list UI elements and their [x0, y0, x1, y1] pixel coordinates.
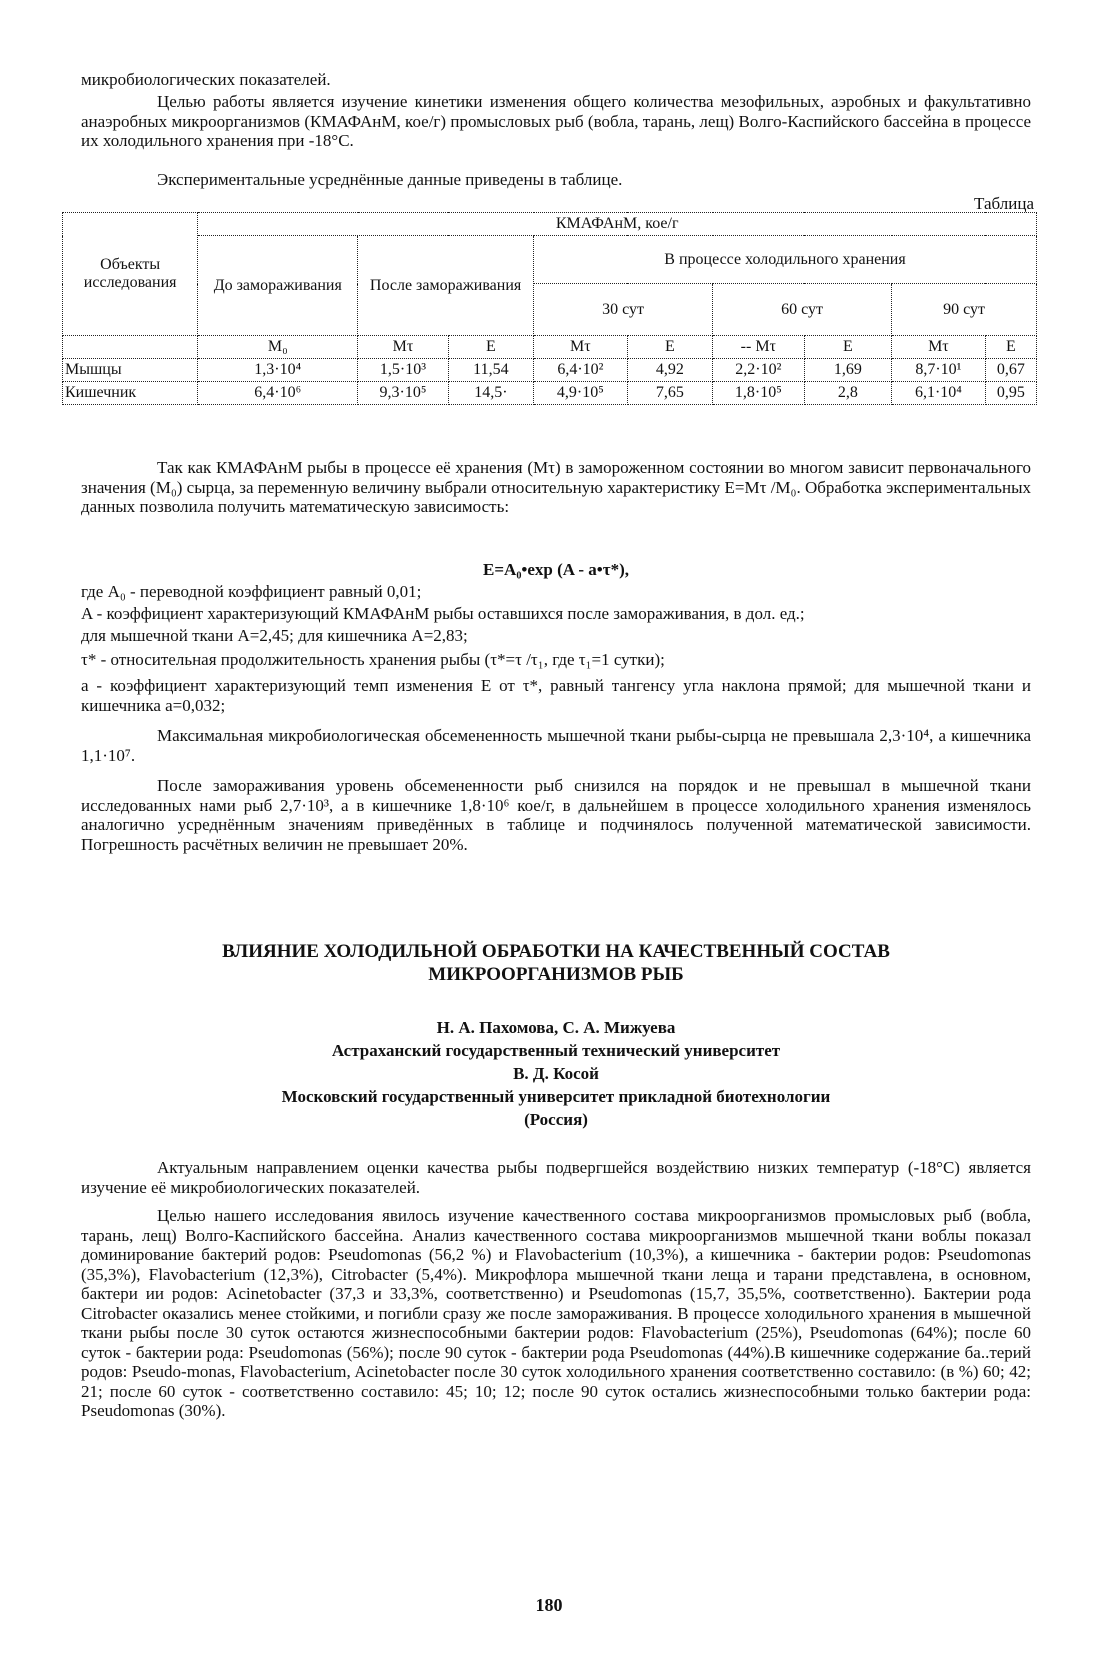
header-objects: Объекты исследования: [63, 213, 198, 336]
formula: E=A₀•exp (A - a•τ*),: [483, 560, 629, 579]
country: (Россия): [524, 1110, 588, 1129]
sub-m0: M₀: [198, 336, 358, 359]
header-90: 90 сут: [892, 284, 1037, 336]
sub-mt-after: Mτ: [358, 336, 449, 359]
header-30: 30 сут: [534, 284, 713, 336]
sub-e-60: E: [804, 336, 891, 359]
authors-2: В. Д. Косой: [513, 1064, 599, 1083]
cell: 1,5·10³: [358, 359, 449, 382]
cell: 6,4·10⁶: [198, 382, 358, 405]
cell: 7,65: [627, 382, 712, 405]
sub-e-after: E: [448, 336, 533, 359]
results-table: [62, 212, 1037, 405]
row-name: Кишечник: [63, 382, 198, 405]
after-freezing-paragraph: После замораживания уровень обсемененности рыб снизился на порядок и не превышал в мышечной ткани исследованных нами рыб 2,7·10³, а в кишечнике 1,8·10⁶ кое/г, в дальнейшем в процессе холодильного хранения изменялось аналогично усреднённым значениям приведённых в таблице и подчинялось полученной математической зависимости. Погрешность расчётных величин не превышает 20%.: [81, 776, 1031, 854]
cell: 2,2·10²: [713, 359, 805, 382]
sub-mt-60: -- Mτ: [713, 336, 805, 359]
sub-empty: [63, 336, 198, 359]
goal-paragraph: Целью работы является изучение кинетики изменения общего количества мезофильных, аэробных и факультативно анаэробных микроорганизмов (КМАФАнМ, кое/г) промысловых рыб (вобла, тарань, лещ) Волго-Каспийского бассейна в процессе их холодильного хранения при -18°С.: [81, 92, 1031, 150]
cell: 6,1·10⁴: [892, 382, 986, 405]
cell: 1,8·10⁵: [713, 382, 805, 405]
header-after: После замораживания: [358, 236, 534, 336]
header-storage: В процессе холодильного хранения: [534, 236, 1037, 284]
goal2-paragraph: Целью нашего исследования явилось изучение качественного состава микроорганизмов промысловых рыб (вобла, тарань, лещ) Волго-Каспийского бассейна. Анализ качественного состава микроорганизмов мышечной ткани воблы показал доминирование бактерий родов: Pseudomonas (56,2 %) и Flavobacterium (10,3%), а кишечника - бактерии родов: Pseudomonas (35,3%), Flavobacterium (12,3%), Citrobacter (5,4%). Микрофлора мышечной ткани леща и тарани представлена, в основном, бактери ии родов: Acinetobacter (37,3 и 33,3%, соответственно) и Pseudomonas (15,7, 35,5%, соответственно). Бактерии рода Citrobacter оказались менее стойкими, и погибли сразу же после замораживания. В процессе холодильного хранения в мышечной ткани рыбы после 30 суток остаются жизнеспособными бактерии родов: Flavobacterium (25%), Pseudomonas (64%); после 60 суток - бактерии рода: Pseudomonas (56%); после 90 суток - бактерии рода Pseudomonas (44%).В кишечнике содержание ба..терий родов: Pseudo-monas, Flavobacterium, Acinetobacter после 30 суток холодильного хранения соответственно составило: (в %) 60; 42; 21; после 60 суток - соответственно составило: 45; 10; 12; после 90 суток остались жизнеспособными только бактерии рода: Pseudomonas (30%).: [81, 1206, 1031, 1420]
cell: 11,54: [448, 359, 533, 382]
cell: 8,7·10¹: [892, 359, 986, 382]
header-kmafanm: КМАФАнМ, кое/г: [198, 213, 1037, 236]
article-title: [81, 940, 1031, 986]
row-name: Мышцы: [63, 359, 198, 382]
cell: 6,4·10²: [534, 359, 628, 382]
since-paragraph: Так как КМАФАнМ рыбы в процессе её хранения (Mτ) в замороженном состоянии во многом зависит первоначального значения (M₀) сырца, за переменную величину выбрали относительную характеристику E=Mτ /M₀. Обработка экспериментальных данных позволила получить математическую зависимость:: [81, 458, 1031, 516]
definition-A-values: для мышечной ткани A=2,45; для кишечника A=2,83;: [81, 626, 468, 645]
header-60: 60 сут: [713, 284, 892, 336]
sub-e-90: E: [985, 336, 1036, 359]
max-paragraph: Максимальная микробиологическая обсемененность мышечной ткани рыбы-сырца не превышала 2,3·10⁴, а кишечника 1,1·10⁷.: [81, 726, 1031, 765]
sub-mt-90: Mτ: [892, 336, 986, 359]
sub-e-30: E: [627, 336, 712, 359]
definition-a0: где A₀ - переводной коэффициент равный 0,01;: [81, 582, 422, 601]
cell: 1,69: [804, 359, 891, 382]
table-row: [63, 359, 1037, 382]
cell: 1,3·10⁴: [198, 359, 358, 382]
intro-continuation: микробиологических показателей.: [81, 70, 331, 89]
table-caption: Таблица: [974, 194, 1034, 213]
cell: 4,9·10⁵: [534, 382, 628, 405]
cell: 4,92: [627, 359, 712, 382]
table-row: [63, 382, 1037, 405]
authors-1: Н. А. Пахомова, С. А. Мижуева: [436, 1018, 676, 1037]
cell: 14,5·: [448, 382, 533, 405]
cell: 9,3·10⁵: [358, 382, 449, 405]
cell: 0,67: [985, 359, 1036, 382]
definition-tau: τ* - относительная продолжительность хранения рыбы (τ*=τ /τ₁, где τ₁=1 сутки);: [81, 650, 665, 669]
affiliation-1: Астраханский государственный технический университет: [331, 1041, 781, 1060]
definition-a: a - коэффициент характеризующий темп изменения E от τ*, равный тангенсу угла наклона прямой; для мышечной ткани и кишечника a=0,032;: [81, 676, 1031, 715]
header-before: До замораживания: [198, 236, 358, 336]
actual-paragraph: Актуальным направлением оценки качества рыбы подвергшейся воздействию низких температур (-18°С) является изучение её микробиологических показателей.: [81, 1158, 1031, 1197]
page-number: 180: [535, 1595, 563, 1615]
sub-mt-30: Mτ: [534, 336, 628, 359]
cell: 0,95: [985, 382, 1036, 405]
definition-A: A - коэффициент характеризующий КМАФАнМ рыбы оставшихся после замораживания, в дол. ед.;: [81, 604, 805, 623]
title-line-2: МИКРООРГАНИЗМОВ РЫБ: [428, 964, 684, 985]
title-line-1: ВЛИЯНИЕ ХОЛОДИЛЬНОЙ ОБРАБОТКИ НА КАЧЕСТВЕННЫЙ СОСТАВ: [222, 941, 890, 962]
cell: 2,8: [804, 382, 891, 405]
affiliation-2: Московский государственный университет прикладной биотехнологии: [281, 1087, 831, 1106]
data-paragraph: Экспериментальные усреднённые данные приведены в таблице.: [157, 170, 623, 189]
